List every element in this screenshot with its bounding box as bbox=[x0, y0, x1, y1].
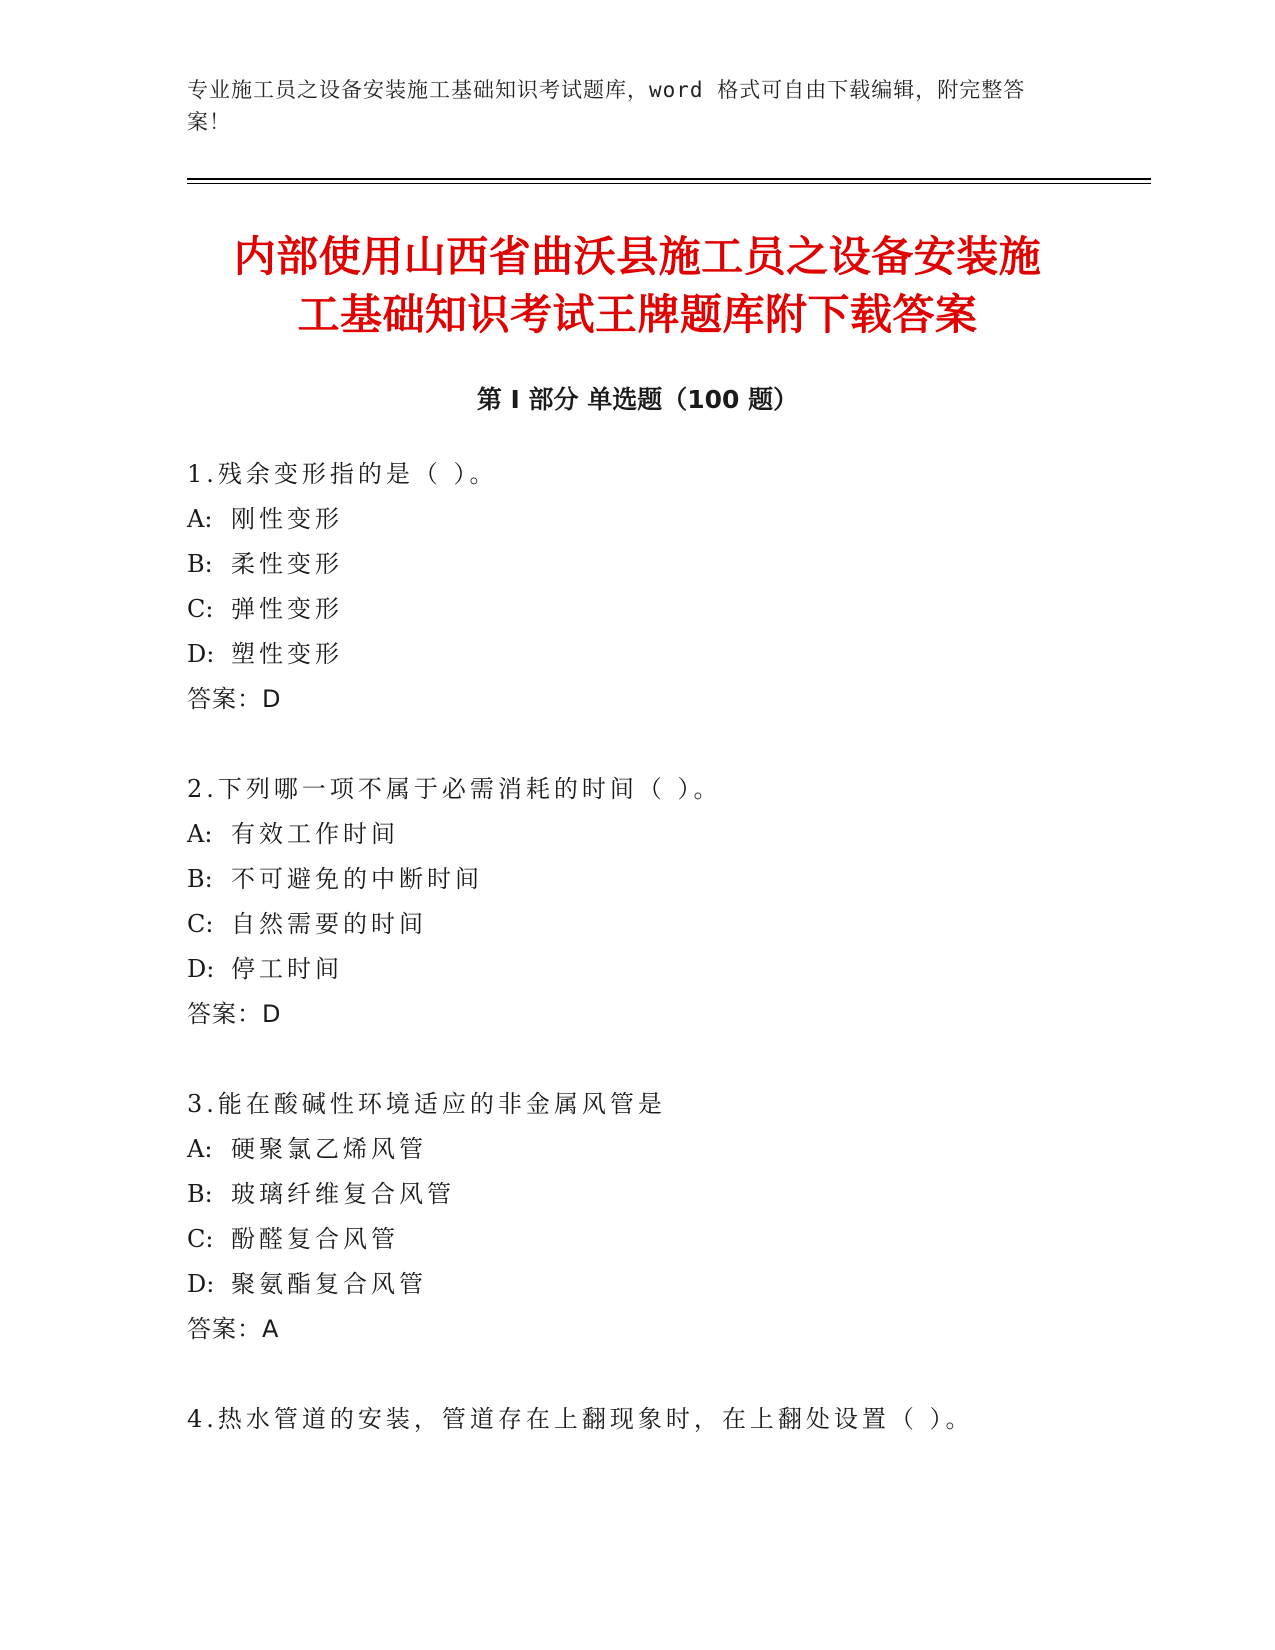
option-d bbox=[187, 1262, 1087, 1307]
option-a bbox=[187, 812, 1087, 857]
option-b bbox=[187, 857, 1087, 902]
option-text: 停工时间 bbox=[231, 955, 343, 983]
option-text: 有效工作时间 bbox=[231, 820, 399, 848]
option-text: 不可避免的中断时间 bbox=[231, 865, 483, 893]
option-key: A: bbox=[187, 505, 213, 533]
option-key: B: bbox=[187, 550, 213, 578]
header-rule-thin bbox=[187, 183, 1151, 184]
option-text: 自然需要的时间 bbox=[231, 910, 427, 938]
option-text: 柔性变形 bbox=[231, 550, 343, 578]
option-b bbox=[187, 1172, 1087, 1217]
option-key: D: bbox=[187, 1270, 215, 1298]
option-text: 刚性变形 bbox=[231, 505, 343, 533]
question-stem: 3.能在酸碱性环境适应的非金属风管是 bbox=[187, 1090, 666, 1118]
question-stem: 2.下列哪一项不属于必需消耗的时间（ ）。 bbox=[187, 775, 722, 803]
option-b bbox=[187, 542, 1087, 587]
option-c bbox=[187, 587, 1087, 632]
question-stem: 4.热水管道的安装，管道存在上翻现象时，在上翻处设置（ ）。 bbox=[187, 1405, 974, 1433]
option-key: A: bbox=[187, 1135, 213, 1163]
document-title bbox=[150, 228, 1125, 344]
header-note: 专业施工员之设备安装施工基础知识考试题库，word 格式可自由下载编辑，附完整答案！ bbox=[187, 78, 1026, 134]
question-stem: 1.残余变形指的是（ ）。 bbox=[187, 460, 498, 488]
option-key: C: bbox=[187, 595, 214, 623]
option-text: 酚醛复合风管 bbox=[231, 1225, 399, 1253]
option-d bbox=[187, 632, 1087, 677]
answer: 答案：D bbox=[187, 685, 282, 713]
section-title: 第 I 部分 单选题（100 题） bbox=[476, 385, 799, 414]
answer: 答案：A bbox=[187, 1315, 280, 1343]
question-2 bbox=[187, 767, 1087, 1037]
option-text: 塑性变形 bbox=[231, 640, 343, 668]
question-1 bbox=[187, 452, 1087, 722]
option-key: A: bbox=[187, 820, 213, 848]
document-title-line-1: 内部使用山西省曲沃县施工员之设备安装施 bbox=[233, 232, 1042, 281]
document-title-line-2: 工基础知识考试王牌题库附下载答案 bbox=[297, 290, 978, 339]
option-text: 弹性变形 bbox=[231, 595, 343, 623]
answer: 答案：D bbox=[187, 1000, 282, 1028]
option-key: D: bbox=[187, 640, 215, 668]
option-key: C: bbox=[187, 910, 214, 938]
option-c bbox=[187, 1217, 1087, 1262]
option-a bbox=[187, 497, 1087, 542]
question-4 bbox=[187, 1397, 1087, 1442]
option-key: D: bbox=[187, 955, 215, 983]
option-key: B: bbox=[187, 865, 213, 893]
question-3 bbox=[187, 1082, 1087, 1352]
option-text: 聚氨酯复合风管 bbox=[231, 1270, 427, 1298]
option-key: B: bbox=[187, 1180, 213, 1208]
option-key: C: bbox=[187, 1225, 214, 1253]
option-text: 硬聚氯乙烯风管 bbox=[231, 1135, 427, 1163]
option-text: 玻璃纤维复合风管 bbox=[231, 1180, 455, 1208]
option-d bbox=[187, 947, 1087, 992]
option-a bbox=[187, 1127, 1087, 1172]
option-c bbox=[187, 902, 1087, 947]
header-rule-thick bbox=[187, 178, 1151, 180]
